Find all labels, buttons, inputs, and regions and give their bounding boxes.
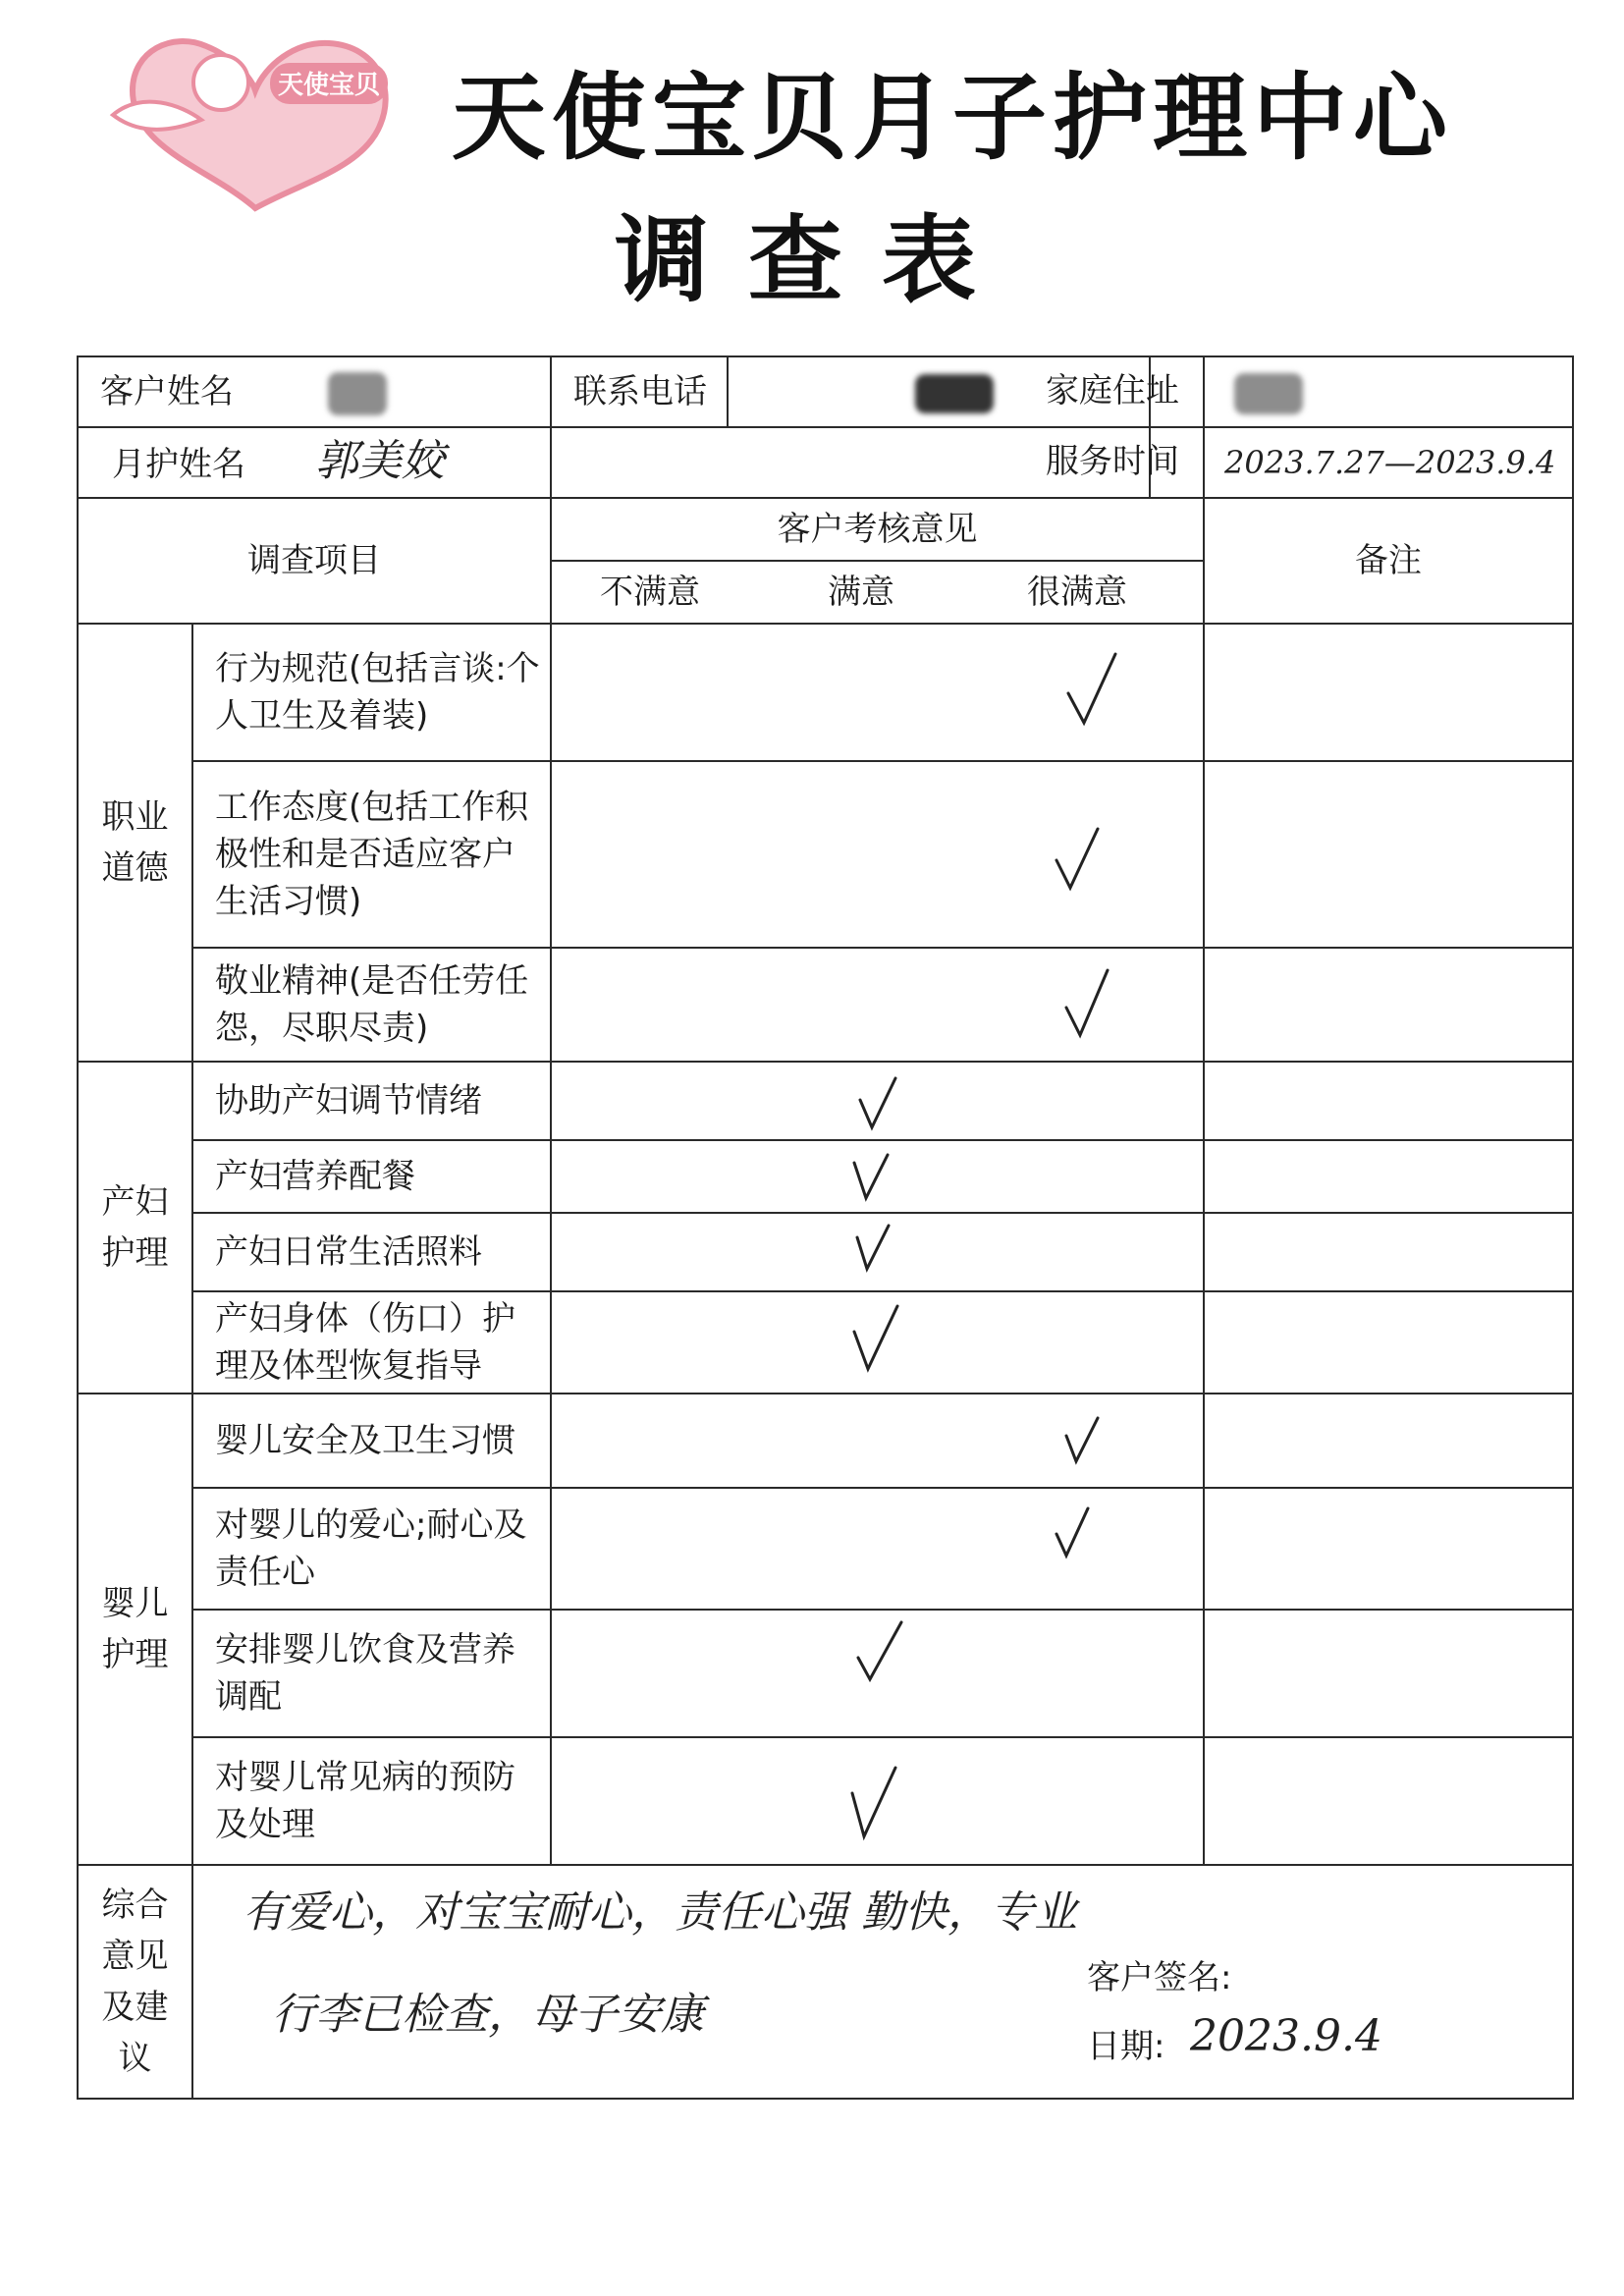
rating-cell: [551, 761, 1204, 948]
remarks-cell: [1204, 624, 1573, 761]
summary-content: [193, 1866, 1572, 2098]
check-mark-icon: [852, 1618, 911, 1687]
group-label-ethics: [78, 624, 192, 1062]
item-text: 产妇身体（伤口）护理及体型恢复指导: [192, 1291, 551, 1394]
rating-cell: [551, 948, 1204, 1062]
info-row-1: [78, 356, 1573, 427]
check-mark-icon: [1060, 966, 1119, 1041]
remarks-cell: [1204, 1213, 1573, 1291]
item-text: 对婴儿常见病的预防及处理: [192, 1737, 551, 1865]
check-mark-icon: [1051, 825, 1110, 894]
summary-row: [78, 1865, 1573, 2099]
service-time-value: 2023.7.27—2023.9.4: [1224, 444, 1556, 481]
summary-line-1: 有爱心，对宝宝耐心，责任心强 勤快，专业: [243, 1887, 1077, 1938]
table-header-row-1: [78, 498, 1573, 561]
customer-name-label: 客户姓名: [100, 372, 234, 411]
check-mark-icon: [854, 1074, 903, 1133]
customer-name-redacted: [328, 372, 387, 415]
table-row: [78, 1291, 1573, 1394]
phone-redacted: [915, 374, 994, 413]
group-ethics-text: 职业道德: [101, 797, 169, 888]
check-mark-icon: [1051, 1504, 1100, 1563]
signature-label: 客户签名:: [1087, 1958, 1232, 1997]
phone-label: 联系电话: [573, 372, 707, 411]
rating-cell: [551, 1737, 1204, 1865]
nurse-name-cell: [78, 427, 551, 498]
table-row: [78, 1213, 1573, 1291]
item-text: 安排婴儿饮食及营养调配: [192, 1610, 551, 1737]
remarks-cell: [1204, 1140, 1573, 1213]
item-text: 产妇日常生活照料: [192, 1213, 551, 1291]
nurse-name-label: 月护姓名: [112, 444, 245, 484]
item-text: 产妇营养配餐: [192, 1140, 551, 1213]
service-time-label: 服务时间: [1046, 442, 1179, 481]
opinion-header: [551, 498, 1204, 561]
remarks-label: 备注: [1355, 541, 1422, 580]
remarks-cell: [1204, 1062, 1573, 1140]
check-mark-icon: [844, 1764, 903, 1842]
check-mark-icon: [846, 1302, 905, 1377]
check-mark-icon: [1060, 1414, 1110, 1469]
table-row: [78, 1610, 1573, 1737]
table-row: [78, 1394, 1573, 1488]
date-value: 2023.9.4: [1190, 2011, 1382, 2061]
rating-cell: [551, 1062, 1204, 1140]
table-row: [78, 1140, 1573, 1213]
rating-cell: [551, 1488, 1204, 1610]
logo-angel-head: [193, 55, 248, 110]
check-mark-icon: [1062, 650, 1121, 729]
table-row: [78, 1062, 1573, 1140]
rating-cell: [551, 1610, 1204, 1737]
table-row: [78, 624, 1573, 761]
phone-label-cell: [551, 356, 728, 427]
service-time-value-cell: [1046, 427, 1573, 498]
group-label-maternal: [78, 1062, 192, 1394]
table-row: [78, 1488, 1573, 1610]
level-unsatisfied: 不满意: [600, 573, 700, 612]
group-infant-text: 婴儿护理: [101, 1584, 169, 1674]
page-title: 天使宝贝月子护理中心: [452, 63, 1453, 173]
address-label: 家庭住址: [1046, 371, 1179, 410]
table-row: [78, 948, 1573, 1062]
item-text: 行为规范(包括言谈:个人卫生及着装): [192, 624, 551, 761]
group-label-infant: [78, 1394, 192, 1865]
address-value-cell: [1046, 356, 1573, 427]
summary-line-2: 行李已检查，母子安康: [272, 1990, 704, 2040]
info-row-2: [78, 427, 1573, 498]
item-text: 婴儿安全及卫生习惯: [192, 1394, 551, 1488]
survey-table: [77, 355, 1574, 2100]
remarks-cell: [1204, 1394, 1573, 1488]
item-text: 协助产妇调节情绪: [192, 1062, 551, 1140]
logo-text: 天使宝贝: [277, 71, 381, 100]
logo: [93, 22, 417, 218]
item-text: 敬业精神(是否任劳任怨，尽职尽责): [192, 948, 551, 1062]
rating-cell: [551, 1213, 1204, 1291]
check-mark-icon: [851, 1222, 900, 1277]
opinion-label: 客户考核意见: [777, 510, 978, 549]
remarks-cell: [1204, 948, 1573, 1062]
survey-items-header: [78, 498, 551, 624]
rating-cell: [551, 1140, 1204, 1213]
remarks-header: [1204, 498, 1573, 624]
table-row: [78, 761, 1573, 948]
remarks-cell: [1204, 1610, 1573, 1737]
remarks-cell: [1204, 761, 1573, 948]
customer-name-cell: [78, 356, 551, 427]
summary-label-cell: [78, 1865, 192, 2099]
page-subtitle: 调查表: [615, 205, 1015, 315]
table-row: [78, 1737, 1573, 1865]
rating-cell: [551, 624, 1204, 761]
rating-cell: [551, 1394, 1204, 1488]
summary-label: 综合意见及建议: [101, 1886, 169, 2078]
date-label: 日期:: [1087, 2027, 1165, 2066]
remarks-cell: [1204, 1488, 1573, 1610]
survey-items-label: 调查项目: [247, 541, 381, 580]
item-text: 工作态度(包括工作积极性和是否适应客户生活习惯): [192, 761, 551, 948]
nurse-name-value: 郭美姣: [314, 435, 445, 486]
rating-levels-cell: [551, 561, 1204, 624]
rating-cell: [551, 1291, 1204, 1394]
address-redacted: [1234, 373, 1303, 414]
group-maternal-text: 产妇护理: [101, 1182, 169, 1273]
remarks-cell: [1204, 1737, 1573, 1865]
check-mark-icon: [848, 1151, 897, 1206]
item-text: 对婴儿的爱心;耐心及责任心: [192, 1488, 551, 1610]
level-very-satisfied: 很满意: [1027, 573, 1127, 612]
summary-content-cell: [192, 1865, 1573, 2099]
remarks-cell: [1204, 1291, 1573, 1394]
level-satisfied: 满意: [828, 573, 894, 612]
